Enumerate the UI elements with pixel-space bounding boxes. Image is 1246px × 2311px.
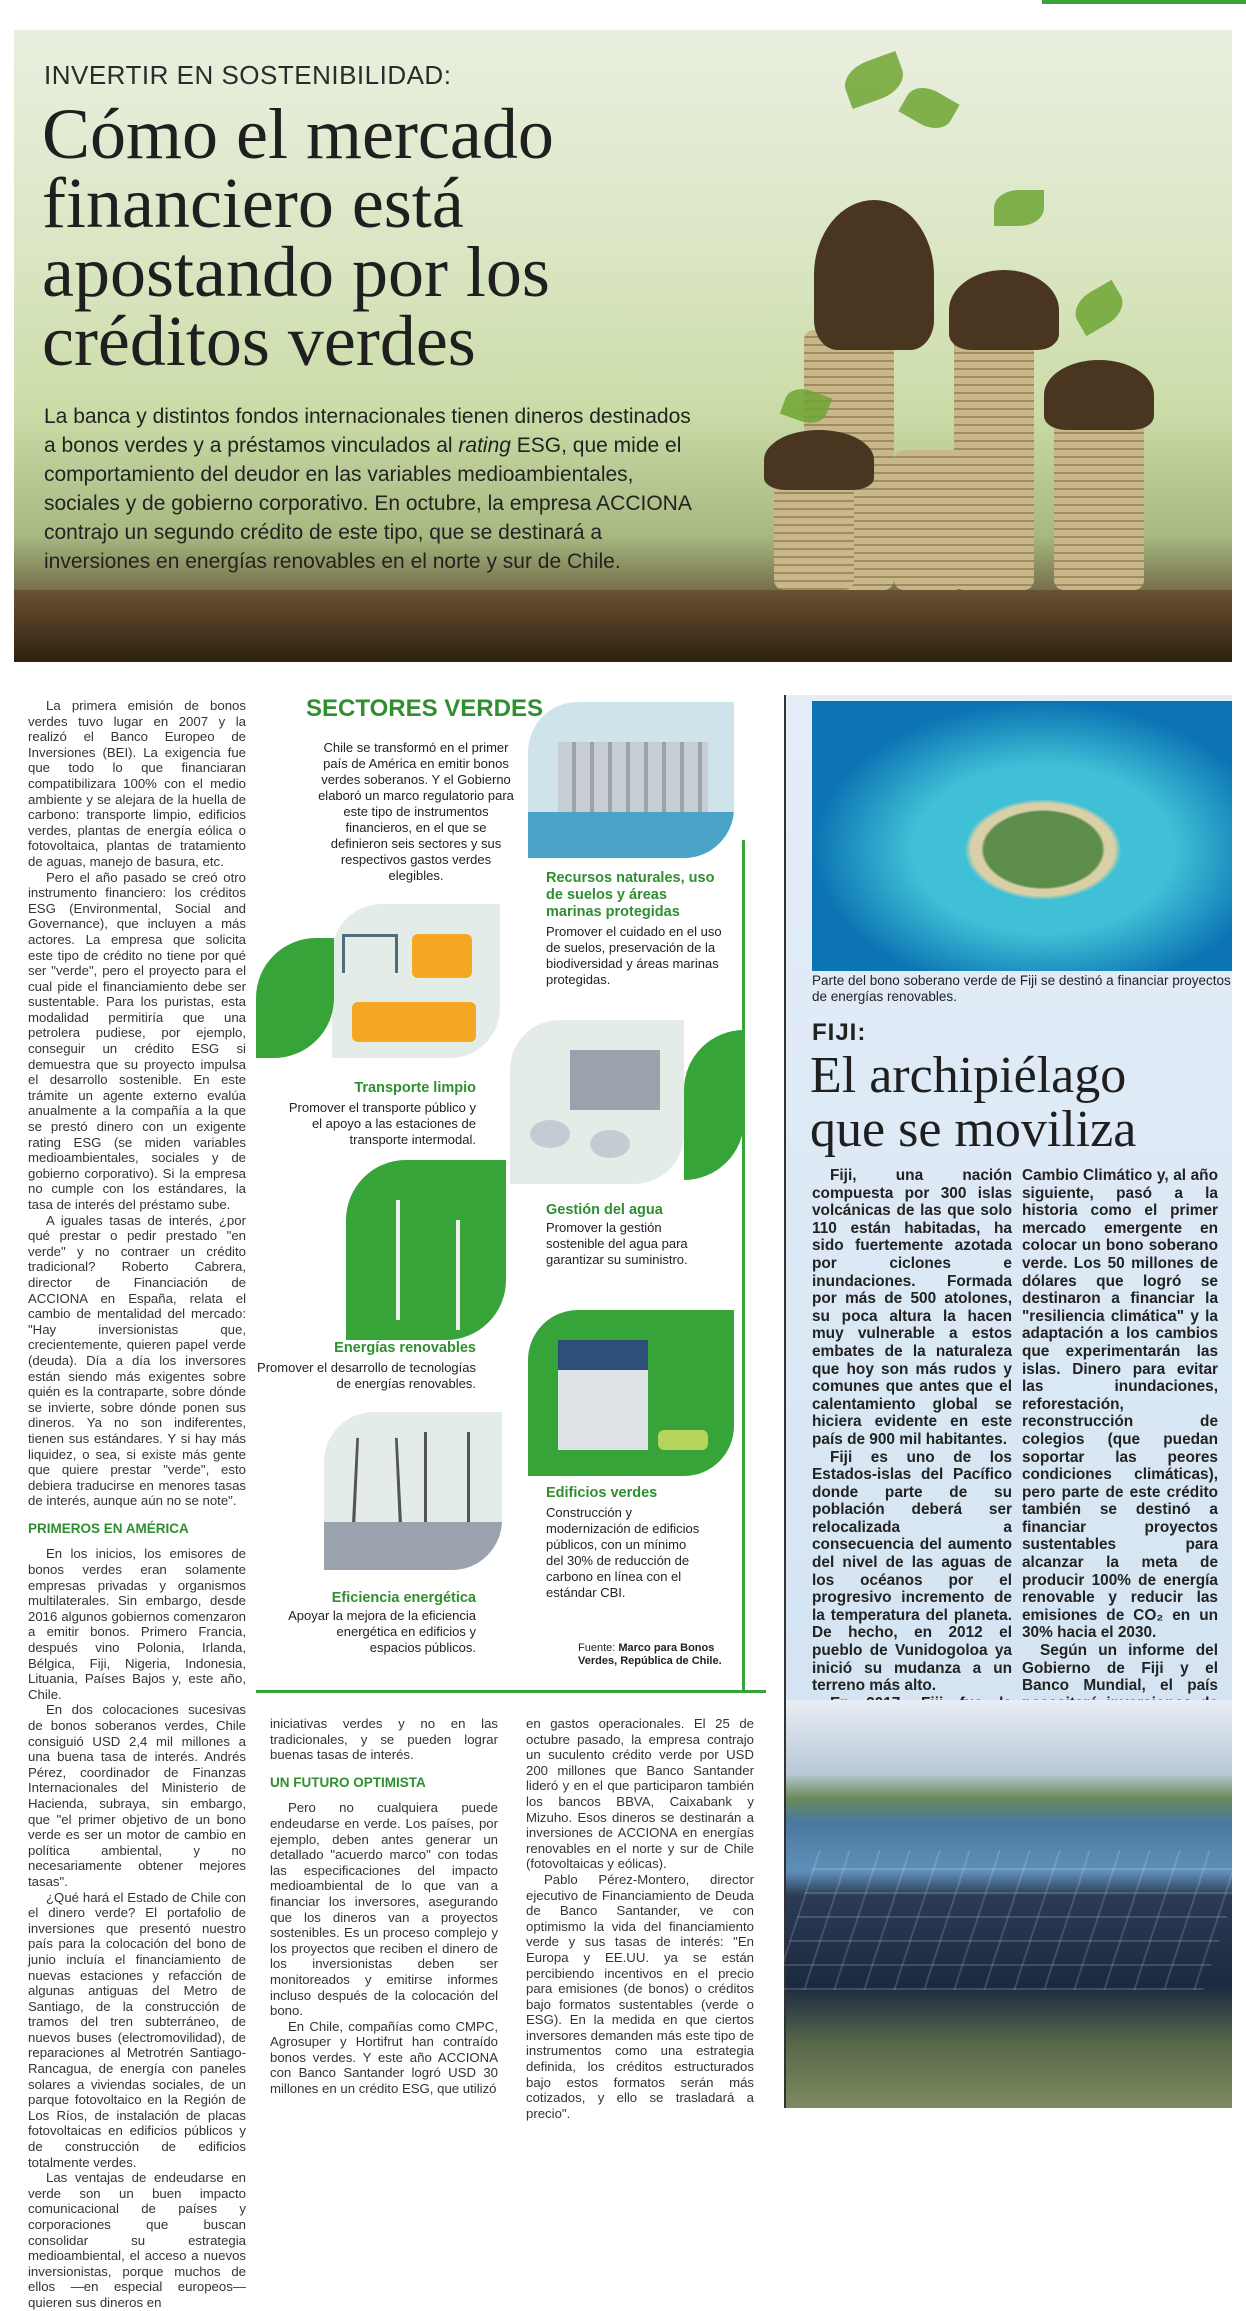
- headline-line-3: apostando por los: [42, 232, 550, 312]
- col2-paragraph: En Chile, compañías como CMPC, Agrosuper y Hortifrut han contraído bonos verdes. Y este año ACCIONA con Banco Santander logró USD 30 millones en un crédito ESG, que utilizó: [270, 2018, 498, 2097]
- fiji-photo-caption: Parte del bono soberano verde de Fiji se destinó a financiar proyectos de energías renovables.: [812, 973, 1231, 1004]
- sectores-infographic: [256, 690, 766, 1710]
- deck-line-5: contrajo un segundo crédito de este tipo, que se destinará a: [44, 521, 603, 544]
- house-illustration: [528, 1310, 734, 1476]
- house-body: [558, 1370, 648, 1450]
- article-column-1: [28, 698, 246, 2311]
- deck-line-1: La banca y distintos fondos internacionales tienen dineros destinados: [44, 405, 691, 428]
- col3-paragraph: en gastos operacionales. El 25 de octubre pasado, la empresa contrajo un suculento crédito verde por USD 200 millones que Banco Santander lideró y en el que participaron también los bancos BBVA, Caixabank y Mizuho. Esos dineros se destinarán a inversiones de ACCIONA en energías renovables en el norte y sur de Chile (fotovoltaicas y eólicas).: [526, 1716, 754, 1872]
- sector-eficiencia-title: Eficiencia energética: [331, 1590, 476, 1606]
- wind-turbine-icon: [456, 1220, 460, 1330]
- leaf-2: [898, 80, 959, 136]
- fiji-paragraph: Fiji es uno de los Estados-islas del Pacífico donde parte de su población deberá ser relocalizada a consecuencia del aumento del nivel de las aguas de los océanos por el progresivo incremento de la temperatura del planeta. De hecho, en 2012 el pueblo de Vunidogoloa ya inició su mudanza a un terreno más alto.: [812, 1448, 1012, 1695]
- col1-paragraph: La primera emisión de bonos verdes tuvo lugar en 2007 y la realizó el Banco Europeo de Inversiones (BEI). La exigencia fue que todo lo que financiaran compatibilizara 100% con el medio ambiente y se alejara de la huella de carbono: transporte limpio, edificios verdes, plantas de energía eólica o fotovoltaica, plantas de tratamiento de aguas, manejo de basura, etc.: [28, 698, 246, 869]
- wind-illustration: [346, 1160, 506, 1340]
- solar-farm-photo: [786, 1700, 1232, 2108]
- bus-icon-1: [412, 934, 472, 978]
- deck-line-4: sociales y de gobierno corporativo. En octubre, la empresa ACCIONA: [44, 492, 692, 515]
- source-text: Marco para Bonos Verdes, República de Chile.: [578, 1642, 722, 1667]
- deck-line-2b: ESG, que mide el: [510, 434, 682, 457]
- fiji-title-line-1: El archipiélago: [810, 1047, 1127, 1104]
- headline-line-1: Cómo el mercado: [42, 94, 554, 174]
- sector-recursos-title: Recursos naturales, uso de suelos y áreas marinas protegidas: [546, 870, 715, 920]
- sectores-intro: Chile se transformó en el primer país de América en emitir bonos verdes soberanos. Y el Gobierno elaboró un marco regulatorio para este tipo de instrumentos financieros, en el que se definieron seis sectores y sus respectivos gastos verdes elegibles.: [318, 740, 514, 883]
- fiji-island-photo: [812, 701, 1232, 971]
- sector-edificios-title: Edificios verdes: [546, 1485, 658, 1501]
- soil-mound-1: [814, 200, 934, 350]
- sector-energias-title: Energías renovables: [334, 1340, 476, 1356]
- sectores-title: SECTORES VERDES: [306, 695, 543, 722]
- stem-line: [742, 840, 745, 1692]
- source-label: Fuente:: [578, 1642, 616, 1654]
- leaf-1: [839, 51, 909, 109]
- source-note: [578, 1642, 728, 1668]
- col1-paragraph: ¿Qué hará el Estado de Chile con el dinero verde? El portafolio de inversiones que presentó nuestro país para la colocación del bono de junio incluía el financiamiento de nuevas estaciones y refacción de algunas antiguas del Metro de Santiago, de la construcción de tramos del tren subterráneo, de nuevos buses (electromovilidad), de reparaciones al Metrotrén Santiago-Rancagua, de energía con paneles solares a viviendas sociales, de un parque fotovoltaico en la Región de Los Ríos, de instalación de placas fotovoltaicas en edificios públicos y de construcción de edificios totalmente verdes.: [28, 1889, 246, 2170]
- bus-icon-2: [352, 1002, 476, 1042]
- hero-banner: [14, 30, 1232, 662]
- water-plant-illustration: [510, 1020, 684, 1184]
- solar-panel-icon: [558, 1340, 648, 1370]
- leaf-agua: [684, 1030, 744, 1180]
- deck-rating-term: rating: [458, 434, 511, 457]
- deck-line-2: [44, 431, 784, 460]
- headline-line-2: financiero está: [42, 163, 464, 243]
- sector-transporte-text: Promover el transporte público y el apoyo a las estaciones de transporte intermodal.: [288, 1100, 476, 1147]
- sector-eficiencia-text: Apoyar la mejora de la eficiencia energética en edificios y espacios públicos.: [288, 1608, 476, 1655]
- soil-ground: [14, 590, 1232, 662]
- dam-illustration: [528, 702, 734, 858]
- sector-agua-title: Gestión del agua: [546, 1202, 663, 1218]
- article-column-3: [526, 1716, 754, 2121]
- sector-energias-text: Promover el desarrollo de tecnologías de energías renovables.: [257, 1360, 476, 1391]
- col2-paragraph: Pero no cualquiera puede endeudarse en verde. Los países, por ejemplo, deben antes generar un detallado "acuerdo marco" con todas las especificaciones del impacto medioambiental de lo que van a financiar los inversores, asegurando que los dineros van a proyectos sostenibles. Es un proceso complejo y los proyectos que reciben el dinero de los inversionistas deben ser monitoreados y emitirse informes incluso después de la colocación del bono.: [270, 1800, 498, 2019]
- hero-headline: [42, 94, 742, 381]
- leaf-4: [1068, 280, 1129, 336]
- wind-turbine-icon: [396, 1200, 400, 1320]
- col1-paragraph: En los inicios, los emisores de bonos verdes eran solamente empresas privadas y organismos multilaterales. Sin embargo, desde 2016 algunos gobiernos comenzaron a emitir bonos. Primero Francia, después vino Polonia, Irlanda, Bélgica, Fiji, Nigeria, Indonesia, Lituania, Países Bajos y, este año, Chile.: [28, 1546, 246, 1702]
- bus-stop-icon: [342, 934, 398, 973]
- leaf-transporte: [256, 938, 334, 1058]
- fiji-title-line-2: que se moviliza: [810, 1101, 1137, 1158]
- fiji-paragraph: Cambio Climático y, al año siguiente, pasó a la historia como el primer mercado emergente en colocar un bono soberano verde. Los 50 millones de dólares que logró se destinaron a financiar la "resiliencia climática" y la adaptación a los cambios que experimentarán las islas. Dinero para evitar las inundaciones, reforestación, reconstrucción de colegios (que puedan soportar las peores condiciones climáticas), pero parte de este crédito también se destinó a financiar proyectos sustentables para alcanzar la meta de producir 100% de energía renovable y reducir las emisiones de CO₂ en un 30% hacia el 2030.: [1022, 1167, 1218, 1642]
- sector-edificios-text: Construcción y modernización de edificios públicos, con un mínimo del 30% de reducción de carbono en línea con el estándar CBI.: [546, 1505, 700, 1600]
- article-column-2: [270, 1716, 498, 2097]
- col1-paragraph: En dos colocaciones sucesivas de bonos soberanos verdes, Chile consiguió USD 2,4 mil millones a una buena tasa de interés. Andrés Pérez, coordinador de Finanzas Internacionales del Ministerio de Hacienda, subraya, sin embargo, que "el primer objetivo de un bono verde es ser un motor de cambio en política ambiental, y no necesariamente obtener mejores tasas".: [28, 1702, 246, 1889]
- col1-paragraph: A iguales tasas de interés, ¿por qué prestar o pedir prestado "en verde" y no contraer un crédito tradicional? Roberto Cabrera, director de Financiación de ACCIONA en España, relata el cambio de mentalidad del mercado: "Hay inversionistas que, crecientemente, quieren papel verde (deuda). Día a día los inversores están siendo más exigentes sobre quién es la contraparte, sobre dónde se invierte, sobre dónde ponen sus dineros. Ya no son indiferentes, tienen sus estándares. Y si hay más liquidez, o sea, si existe más gente que quiere prestar "verde", esto debiera traducirse en menores tasas de interés, aunque aún no se note".: [28, 1212, 246, 1509]
- sector-agua-text: Promover la gestión sostenible del agua para garantizar su suministro.: [546, 1220, 688, 1267]
- fiji-kicker: FIJI:: [812, 1019, 867, 1046]
- solar-panel-grid: [773, 1850, 1246, 1990]
- deck-line-6: inversiones en energías renovables en el norte y sur de Chile.: [44, 550, 621, 573]
- soil-mound-2: [949, 270, 1059, 350]
- factory-icon: [324, 1522, 502, 1570]
- deck-line-3: comportamiento del deudor en las variables medioambientales,: [44, 463, 634, 486]
- dam-wall: [558, 742, 708, 812]
- top-accent-bar: [1042, 0, 1246, 4]
- pylon-icon: [424, 1432, 470, 1535]
- sector-recursos-text: Promover el cuidado en el uso de suelos, preservación de la biodiversidad y áreas marinas protegidas.: [546, 924, 722, 987]
- fiji-body-left: [812, 1167, 1012, 1783]
- fiji-paragraph: Según un informe del Gobierno de Fiji y el Banco Mundial, el país: [1022, 1642, 1218, 1695]
- tank-1: [530, 1120, 570, 1148]
- tank-2: [590, 1130, 630, 1158]
- water: [528, 812, 734, 858]
- hero-deck: [44, 402, 784, 576]
- deck-line-2a: a bonos verdes y a préstamos vinculados al: [44, 434, 453, 457]
- subhead-futuro: UN FUTURO OPTIMISTA: [270, 1774, 426, 1790]
- headline-line-4: créditos verdes: [42, 301, 476, 381]
- bus-illustration: [332, 904, 500, 1058]
- fiji-sidebar: [786, 695, 1232, 2108]
- coin-stack-3: [954, 330, 1034, 590]
- subhead-primeros: PRIMEROS EN AMÉRICA: [28, 1520, 189, 1536]
- fiji-paragraph: Fiji, una nación compuesta por 300 islas volcánicas de las que solo 110 están habitadas, ha sido fuertemente azotada por ciclones e inundaciones. Formada por más de 500 atolones, su poca altura la hacen muy vulnerable a estos embates de la naturaleza que hoy son más rudos y comunes que antes que el calentamiento global se hiciera evidente en este país de 900 mil habitantes.: [812, 1167, 1012, 1448]
- hero-kicker: INVERTIR EN SOSTENIBILIDAD:: [44, 60, 452, 90]
- col1-paragraph: Pero el año pasado se creó otro instrumento financiero: los créditos ESG (Environmental, Social and Governance), que incluyen a más actores. La empresa que solicita este tipo de crédito no tiene por qué ser "verde", pero el proyecto para el cual pide el financiamiento debe ser sustentable. Para los puristas, esta modalidad permitiría que una petrolera pudiese, por ejemplo, conseguir un crédito ESG si demuestra que su proyecto impulsa el desarrollo sostenible. En este trámite un agente externo evalúa anualmente a la compañía a la que se prestó dinero con un exigente rating ESG (se miden variables medioambientales, sociales y de gobierno corporativo). Si la empresa no cumple con los estándares, la tasa de interés del préstamo sube.: [28, 869, 246, 1212]
- leaf-3: [994, 190, 1044, 226]
- col3-paragraph: Pablo Pérez-Montero, director ejecutivo de Financiamiento de Deuda de Banco Santander, ve con optimismo la vida del financiamiento verde y sus tasas de interés: "En Europa y EE.UU. ya se están percibiendo incentivos en el precio para emisiones (de bonos) o créditos bajo formatos sustentables (verde o ESG). En la medida en que ciertos inversores demanden más este tipo de instrumentos como una estrategia definida, los créditos estructurados bajo estos formatos serán más cotizados, y ello se trasladará a precio".: [526, 1871, 754, 2121]
- col1-paragraph: Las ventajas de endeudarse en verde son un buen impacto comunicacional de países y corporaciones que buscan consolidar su estrategia medioambiental, el acceso a nuevos inversionistas, porque muchos de ellos —en especial europeos— quieren sus dineros en: [28, 2170, 246, 2310]
- soil-mound-3: [1044, 360, 1154, 430]
- fiji-title: [810, 1049, 1136, 1157]
- car-icon: [658, 1430, 708, 1450]
- bottom-rule: [256, 1690, 766, 1693]
- col2-continuation: iniciativas verdes y no en las tradicionales, y se pueden lograr buenas tasas de interés.: [270, 1716, 498, 1763]
- power-illustration: [324, 1412, 502, 1570]
- sector-transporte-title: Transporte limpio: [354, 1080, 476, 1096]
- coin-stack-4: [1054, 410, 1144, 590]
- treatment-building: [570, 1050, 660, 1110]
